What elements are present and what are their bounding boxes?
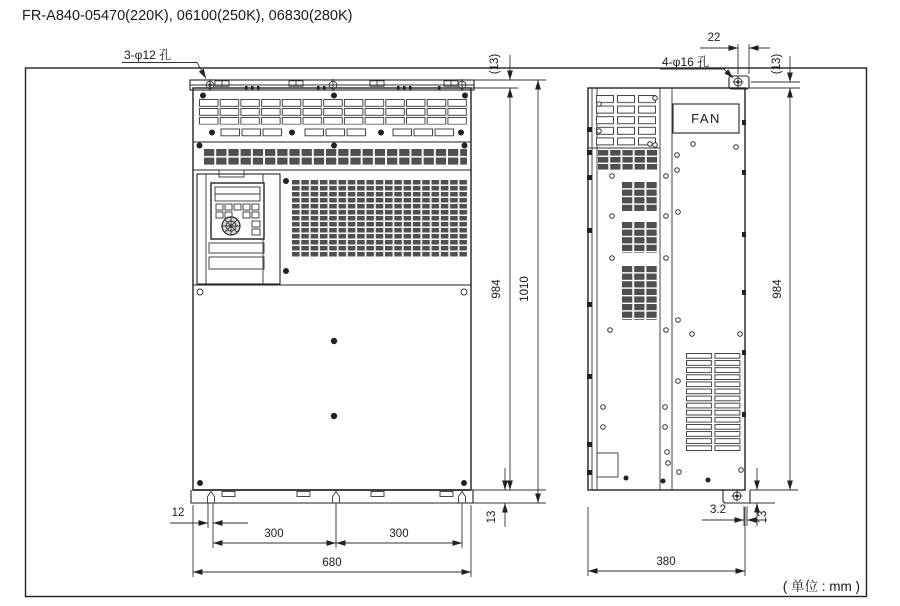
side-bottom-cutout	[597, 453, 618, 477]
front-hole-label: 3-φ12 孔	[124, 48, 172, 62]
front-bottom-flange	[191, 490, 473, 503]
drawing-title: FR-A840-05470(220K), 06100(250K), 06830(280K)	[22, 8, 353, 24]
dim-side-depth	[588, 507, 745, 576]
side-top-bracket	[729, 76, 749, 89]
svg-text:380: 380	[656, 556, 676, 568]
side-bottom-tab	[723, 490, 750, 503]
side-top-vent	[596, 95, 658, 147]
dim-front-body-height	[491, 88, 510, 490]
keypad-dial-icon	[222, 217, 240, 235]
front-upper-grille	[193, 93, 471, 143]
dim-front-top-offset	[489, 54, 510, 80]
keypad-display	[211, 183, 264, 239]
front-body	[193, 88, 471, 490]
svg-text:3.2: 3.2	[710, 504, 726, 516]
side-lower-vent	[686, 353, 743, 452]
dim-front-bottom-offset	[486, 468, 505, 527]
front-view	[122, 47, 546, 577]
front-hole-center-icon	[327, 79, 339, 91]
fan-label: FAN	[691, 111, 721, 126]
dim-side-bottom-offset	[757, 468, 769, 526]
svg-text:13: 13	[486, 510, 498, 524]
dim-front-hook-pitch-right	[336, 528, 462, 543]
front-keypad-unit	[197, 170, 289, 284]
side-view	[587, 32, 800, 576]
front-dimensions	[170, 54, 546, 577]
front-lower-panel	[193, 285, 471, 486]
front-dark-grille	[292, 180, 468, 258]
svg-text:13: 13	[757, 510, 769, 524]
front-top-flange	[190, 79, 474, 91]
dim-side-body-height	[772, 88, 790, 490]
front-dark-strip	[193, 143, 471, 171]
dim-front-total-height	[519, 80, 538, 503]
svg-text:1010: 1010	[519, 276, 531, 302]
dim-front-foot-inset	[170, 507, 248, 523]
svg-text:12: 12	[171, 507, 185, 519]
svg-text:300: 300	[264, 528, 284, 540]
svg-text:680: 680	[322, 557, 342, 569]
svg-text:984: 984	[772, 279, 784, 299]
front-hole-leader	[122, 47, 206, 79]
dim-front-width	[193, 557, 471, 572]
side-fan-box	[673, 104, 739, 133]
unit-note: ( 单位 : mm )	[782, 579, 860, 594]
side-hole-leader	[660, 54, 733, 78]
front-hole-left-icon	[204, 79, 216, 91]
svg-text:(13): (13)	[489, 53, 501, 75]
svg-text:984: 984	[491, 279, 503, 299]
svg-text:22: 22	[707, 32, 721, 44]
side-dark-vents	[598, 150, 658, 320]
svg-text:(13): (13)	[771, 53, 783, 75]
side-hole-label: 4-φ16 孔	[662, 55, 710, 69]
dim-front-hook-pitch-left	[213, 528, 336, 543]
svg-text:300: 300	[389, 528, 409, 540]
